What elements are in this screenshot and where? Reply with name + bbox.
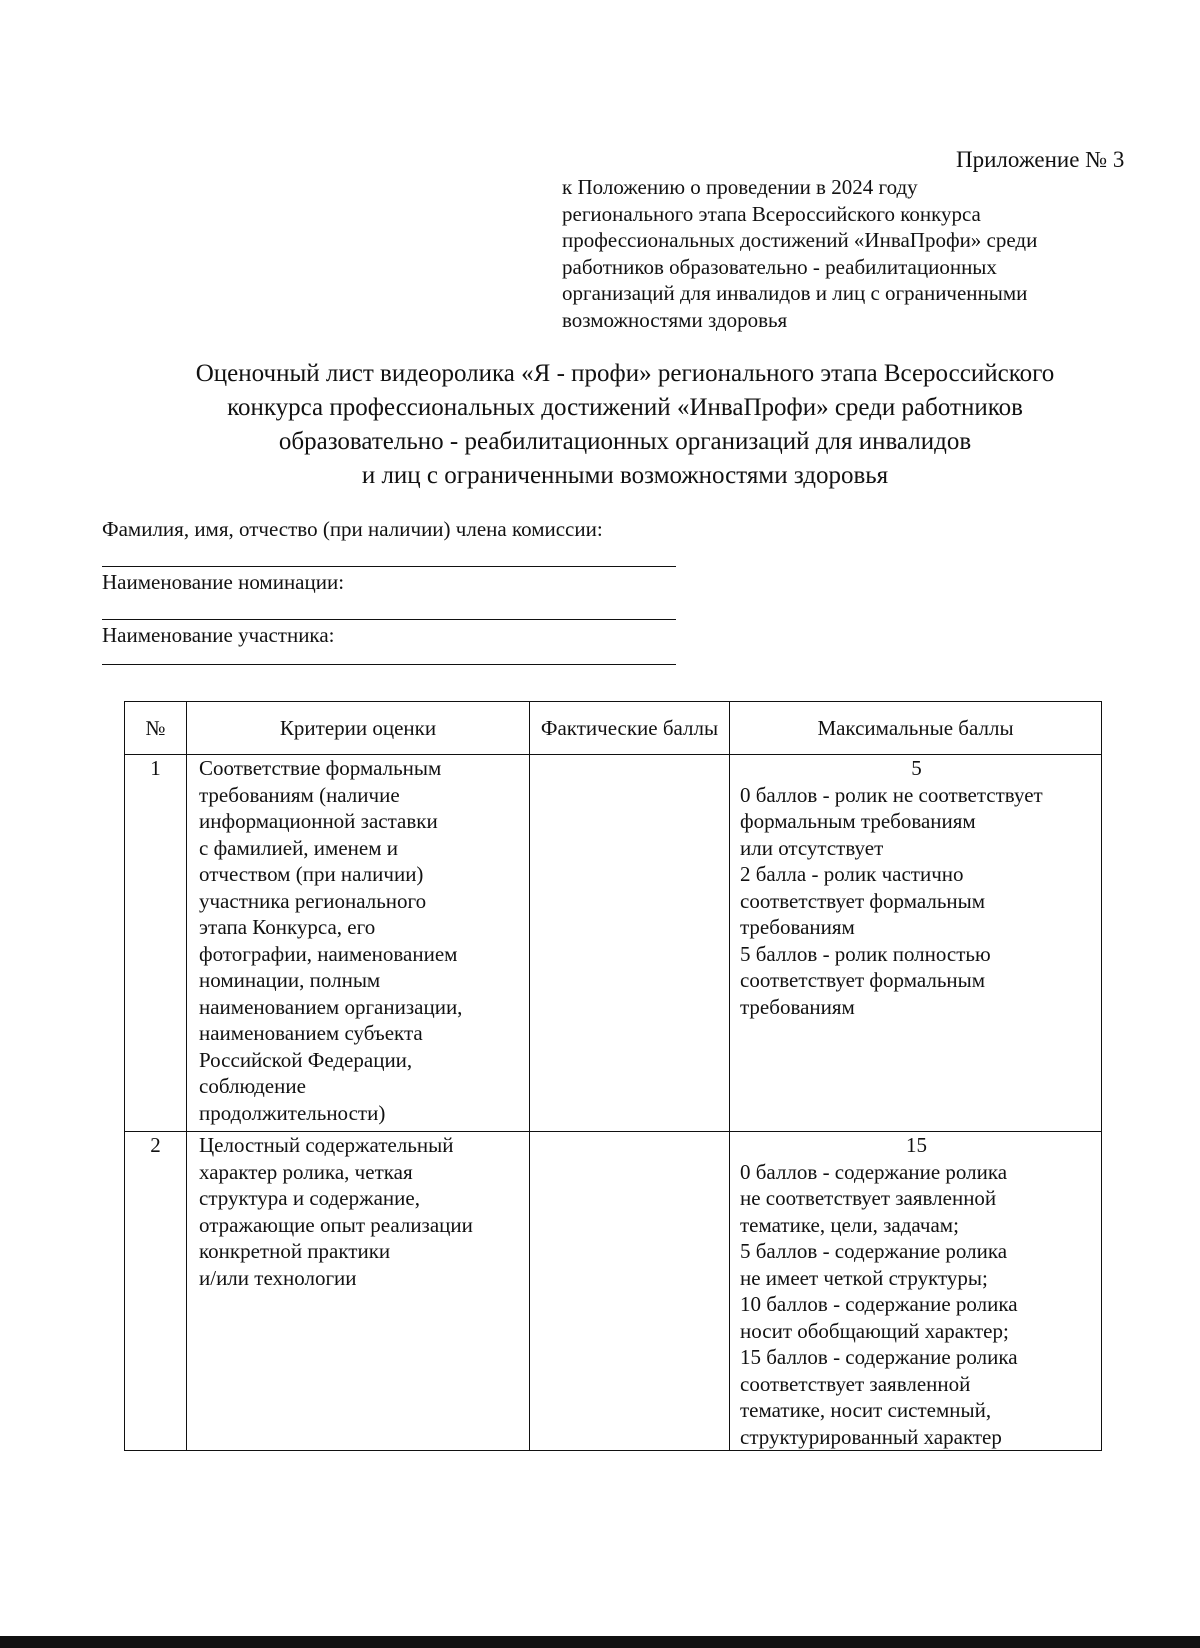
criteria-line: наименованием организации, [199, 994, 463, 1019]
document-title-line: конкурса профессиональных достижений «ИнваПрофи» среди работников [227, 394, 1023, 421]
max-score-line: 5 баллов - ролик полностью [740, 941, 991, 966]
max-score-line: не имеет четкой структуры; [740, 1265, 988, 1290]
scan-bottom-edge [0, 1636, 1200, 1648]
criteria-line: наименованием субъекта [199, 1021, 423, 1045]
criteria-cell [187, 1132, 530, 1451]
max-score-cell [730, 755, 1102, 1132]
criteria-line: структура и содержание, [199, 1186, 420, 1210]
criteria-line: участника регионального [199, 888, 427, 913]
commission-member-field [102, 516, 682, 542]
nomination-blank-line[interactable] [102, 619, 676, 620]
document-title-line: образовательно - реабилитационных организаций для инвалидов [278, 428, 972, 455]
max-score-value: 15 [906, 1133, 927, 1157]
max-score-line: 5 баллов - содержание ролика [740, 1239, 1008, 1263]
criteria-line: продолжительности) [199, 1100, 386, 1125]
max-score-line: требованиям [740, 915, 855, 939]
header-criteria: Критерии оценки [187, 702, 530, 755]
max-score-line: 10 баллов - содержание ролика [740, 1292, 1018, 1316]
appendix-line: профессиональных достижений «ИнваПрофи» среди [562, 228, 1038, 252]
header-max-score: Максимальные баллы [730, 702, 1102, 755]
appendix-line: организаций для инвалидов и лиц с ограниченными [562, 281, 1028, 305]
actual-score-cell[interactable] [530, 755, 730, 1132]
evaluation-table [124, 701, 1102, 1451]
criteria-line: Российской Федерации, [199, 1047, 413, 1072]
max-score-line: 15 баллов - содержание ролика [740, 1345, 1018, 1369]
participant-label: Наименование участника: [102, 623, 335, 647]
commission-member-label: Фамилия, имя, отчество (при наличии) члена комиссии: [102, 517, 603, 541]
max-score-value: 5 [911, 756, 922, 780]
criteria-line: Целостный содержательный [199, 1133, 454, 1157]
row-number: 2 [125, 1132, 187, 1451]
criteria-line: характер ролика, четкая [199, 1159, 413, 1184]
appendix-line: к Положению о проведении в 2024 году [562, 175, 918, 199]
appendix-line: работников образовательно - реабилитационных [562, 254, 997, 279]
participant-blank-line[interactable] [102, 664, 676, 665]
table-row [125, 1132, 1102, 1451]
max-score-line: или отсутствует [740, 835, 884, 860]
participant-field [102, 622, 682, 648]
max-score-line: носит обобщающий характер; [740, 1318, 1009, 1343]
criteria-line: и/или технологии [199, 1265, 357, 1290]
criteria-cell [187, 755, 530, 1132]
max-score-line: тематике, цели, задачам; [740, 1212, 959, 1237]
max-score-line: соответствует заявленной [740, 1371, 971, 1396]
criteria-line: отчеством (при наличии) [199, 862, 424, 886]
max-score-line: соответствует формальным [740, 968, 986, 992]
table-row [125, 755, 1102, 1132]
document-title-line: и лиц с ограниченными возможностями здоровья [361, 462, 889, 489]
criteria-line: Соответствие формальным [199, 756, 442, 780]
header-number: № [125, 702, 187, 755]
appendix-line: регионального этапа Всероссийского конкурса [562, 201, 981, 226]
nomination-label: Наименование номинации: [102, 570, 345, 594]
criteria-line: информационной заставки [199, 809, 438, 833]
max-score-line: требованиям [740, 994, 855, 1019]
table-header-row [125, 702, 1102, 755]
criteria-line: отражающие опыт реализации [199, 1212, 473, 1237]
criteria-line: соблюдение [199, 1074, 306, 1098]
max-score-line: соответствует формальным [740, 888, 986, 913]
criteria-line: фотографии, наименованием [199, 941, 458, 966]
max-score-line: формальным требованиям [740, 809, 976, 833]
nomination-field [102, 569, 682, 595]
row-number: 1 [125, 755, 187, 1132]
document-title [60, 357, 1190, 493]
max-score-line: 0 баллов - ролик не соответствует [740, 782, 1043, 807]
criteria-line: требованиям (наличие [199, 782, 400, 807]
document-title-line: Оценочный лист видеоролика «Я - профи» регионального этапа Всероссийского [195, 360, 1055, 387]
actual-score-cell[interactable] [530, 1132, 730, 1451]
commission-member-blank-line[interactable] [102, 566, 676, 567]
max-score-cell [730, 1132, 1102, 1451]
appendix-subtitle [562, 174, 1142, 333]
criteria-line: конкретной практики [199, 1239, 391, 1263]
appendix-line: возможностями здоровья [562, 307, 788, 332]
max-score-line: 2 балла - ролик частично [740, 862, 964, 886]
max-score-line: тематике, носит системный, [740, 1398, 992, 1422]
appendix-title: Приложение № 3 [956, 147, 1125, 172]
max-score-line: не соответствует заявленной [740, 1186, 997, 1210]
max-score-line: структурированный характер [740, 1424, 1002, 1449]
criteria-line: этапа Конкурса, его [199, 915, 376, 939]
max-score-line: 0 баллов - содержание ролика [740, 1159, 1008, 1184]
header-actual-score: Фактические баллы [530, 702, 730, 755]
criteria-line: с фамилией, именем и [199, 835, 398, 860]
criteria-line: номинации, полным [199, 968, 381, 992]
